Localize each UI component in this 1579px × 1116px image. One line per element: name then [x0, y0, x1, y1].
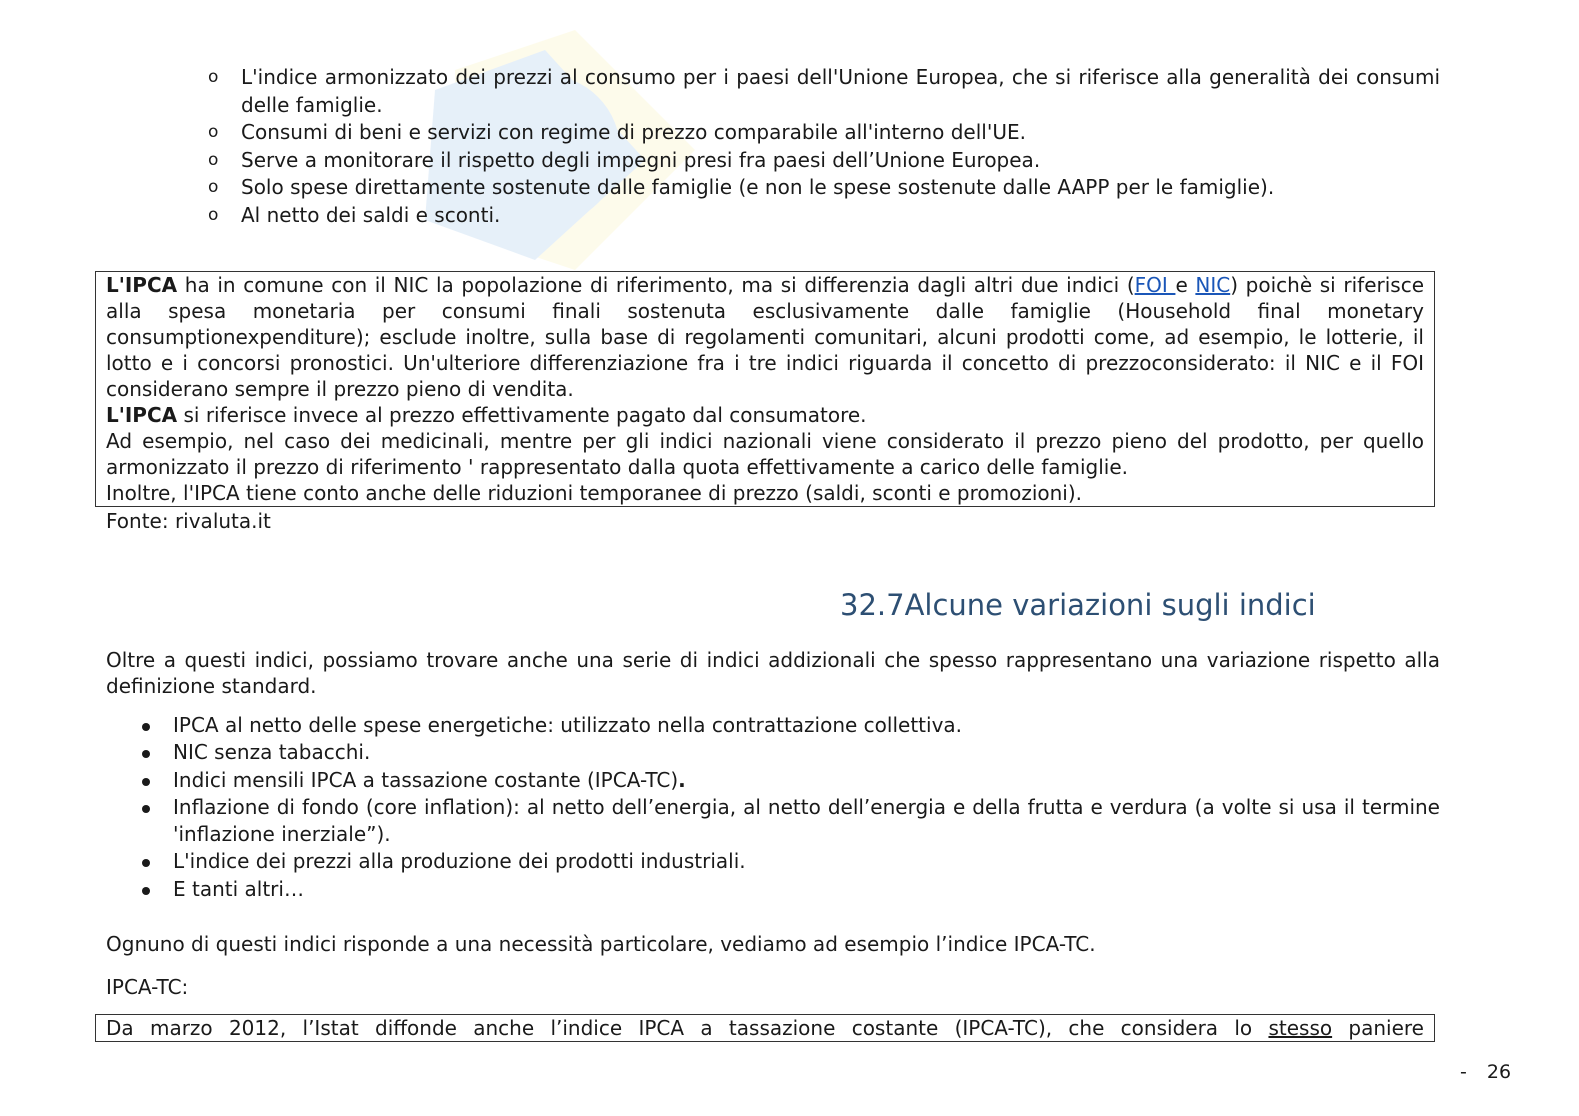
- list-item: Indici mensili IPCA a tassazione costante (IPCA-TC).: [106, 767, 1440, 794]
- footer-dash: -: [1460, 1061, 1467, 1083]
- list-item: E tanti altri…: [106, 876, 1440, 903]
- sublist: [208, 64, 1440, 229]
- list-item: IPCA al netto delle spese energetiche: utilizzato nella contrattazione collettiva.: [106, 712, 1440, 739]
- list-marker: o: [208, 67, 219, 87]
- list-item: NIC senza tabacchi.: [106, 739, 1440, 766]
- box-paragraph: L'IPCA ha in comune con il NIC la popolazione di riferimento, ma si differenzia dagli altri due indici (FOI e NIC) poichè si riferisce alla spesa monetaria per consumi finali sostenuta esclusivamente dalle famiglie (Household final monetary consumptionexpenditure); esclude inoltre, sulla base di regolamenti comunitari, alcuni prodotti come, ad esempio, le lotterie, il lotto e i concorsi pronostici. Un'ulteriore differenziazione fra i tre indici riguarda il concetto di prezzoconsiderato: il NIC e il FOI considerano sempre il prezzo pieno di vendita.: [106, 273, 1425, 401]
- bullet-dot: [142, 887, 150, 895]
- box-paragraph: Inoltre, l'IPCA tiene conto anche delle riduzioni temporanee di prezzo (saldi, sconti e promozioni).: [106, 481, 1083, 505]
- foi-link[interactable]: FOI: [1134, 273, 1176, 297]
- box-paragraph: Ad esempio, nel caso dei medicinali, mentre per gli indici nazionali viene considerato il prezzo pieno del prodotto, per quello armonizzato il prezzo di riferimento ' rappresentato dalla quota effettivamente a carico delle famiglie.: [106, 429, 1424, 479]
- list-marker: o: [208, 204, 219, 225]
- bold-term: L'IPCA: [106, 403, 178, 427]
- paragraph: Ognuno di questi indici risponde a una necessità particolare, vediamo ad esempio l’indice IPCA-TC.: [106, 932, 1096, 956]
- list-item: L'indice dei prezzi alla produzione dei prodotti industriali.: [106, 848, 1440, 875]
- intro-paragraph: Oltre a questi indici, possiamo trovare anche una serie di indici addizionali che spesso rappresentano una variazione rispetto alla definizione standard.: [106, 648, 1440, 698]
- bullet-list: [106, 712, 1440, 903]
- list-item: o Solo spese direttamente sostenute dalle famiglie (e non le spese sostenute dalle AAPP per le famiglie).: [208, 174, 1440, 202]
- page-footer: [1460, 1061, 1511, 1083]
- box-paragraph: L'IPCA si riferisce invece al prezzo effettivamente pagato dal consumatore.: [106, 403, 867, 427]
- bold-term: L'IPCA: [106, 273, 178, 297]
- ipca-tc-box: Da marzo 2012, l’Istat diffonde anche l’indice IPCA a tassazione costante (IPCA-TC), che considera lo stesso paniere: [95, 1014, 1435, 1042]
- list-item: o L'indice armonizzato dei prezzi al consumo per i paesi dell'Unione Europea, che si riferisce alla generalità dei consumi delle famiglie.: [208, 65, 1440, 117]
- list-item: o Al netto dei saldi e sconti.: [208, 202, 1440, 230]
- ipca-info-box: [95, 271, 1435, 507]
- bullet-dot: [142, 723, 150, 731]
- list-item: o Serve a monitorare il rispetto degli impegni presi fra paesi dell’Unione Europea.: [208, 147, 1440, 175]
- page-number: 26: [1486, 1061, 1512, 1083]
- bullet-dot: [142, 859, 150, 867]
- list-marker: o: [208, 122, 219, 142]
- source-note: Fonte: rivaluta.it: [106, 509, 271, 533]
- bullet-dot: [142, 778, 150, 786]
- list-marker: o: [208, 177, 219, 197]
- bullet-dot: [142, 805, 150, 813]
- nic-link[interactable]: NIC: [1195, 273, 1231, 297]
- list-marker: o: [208, 149, 219, 170]
- underlined-word: stesso: [1268, 1016, 1333, 1040]
- bullet-dot: [142, 750, 150, 758]
- paragraph-label: IPCA-TC:: [106, 975, 189, 999]
- section-heading: 32.7Alcune variazioni sugli indici: [840, 588, 1316, 622]
- list-item: Inflazione di fondo (core inflation): al netto dell’energia, al netto dell’energia e della frutta e verdura (a volte si usa il termine 'inflazione inerziale”).: [106, 794, 1440, 849]
- list-item: o Consumi di beni e servizi con regime di prezzo comparabile all'interno dell'UE.: [208, 119, 1440, 147]
